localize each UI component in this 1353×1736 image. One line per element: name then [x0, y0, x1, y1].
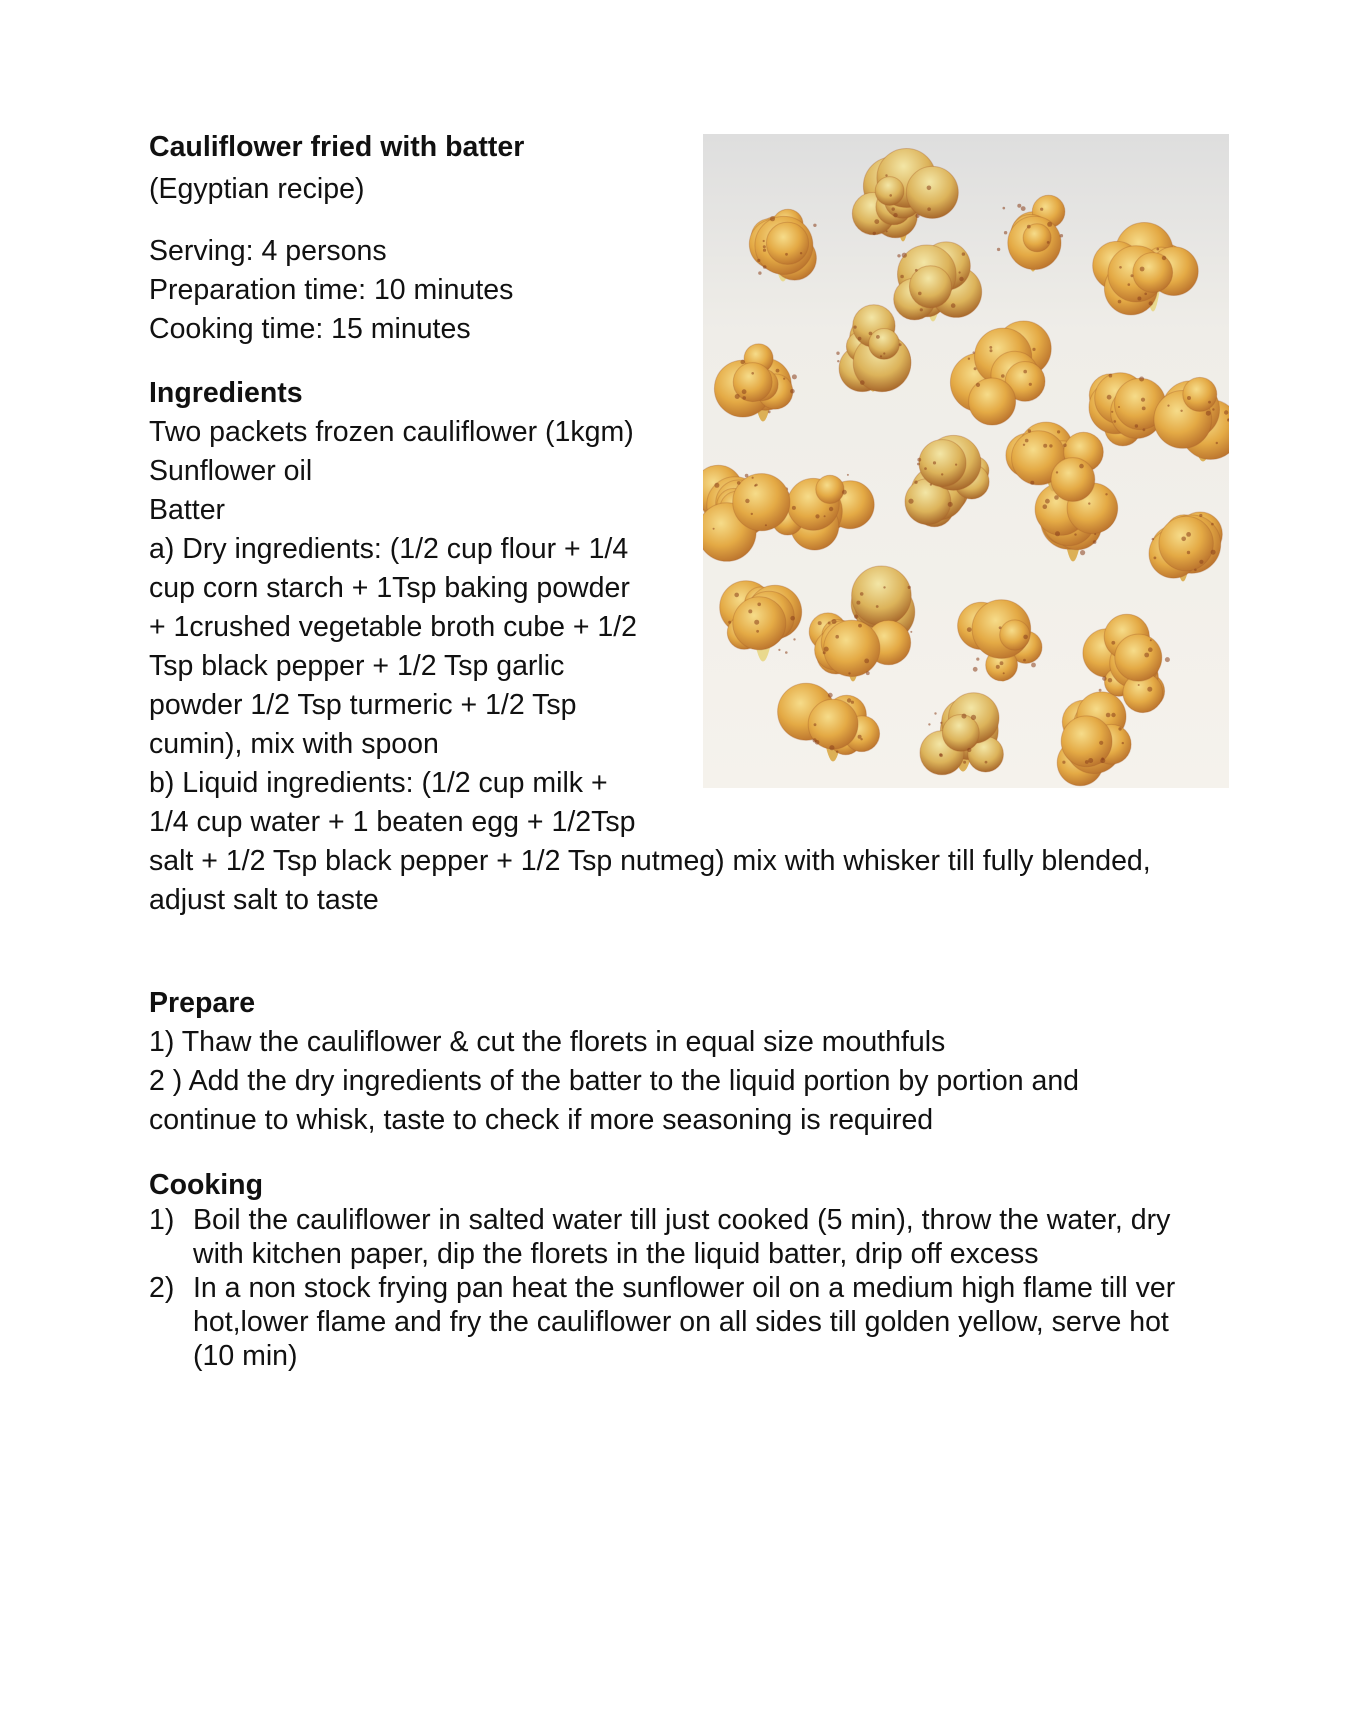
spice-speck [1138, 684, 1140, 686]
spice-speck [828, 622, 831, 625]
spice-speck [1105, 493, 1107, 495]
spice-speck [883, 352, 885, 354]
spice-speck [1180, 410, 1182, 412]
spice-speck [973, 667, 978, 672]
spice-speck [828, 693, 833, 698]
spice-speck [858, 337, 862, 341]
floret-bud [1051, 458, 1095, 502]
spice-speck [989, 346, 992, 349]
step-number: 2) [149, 1272, 175, 1304]
spice-speck [940, 722, 942, 724]
spice-speck [985, 761, 988, 764]
spice-speck [930, 484, 932, 486]
spice-speck [968, 358, 970, 360]
cooking-step [149, 1203, 1179, 1271]
spice-speck [765, 524, 767, 526]
prepare-line: 2 ) Add the dry ingredients of the batter to the liquid portion by portion and [149, 1065, 1080, 1097]
spice-speck [1106, 713, 1111, 718]
spice-speck [1043, 504, 1048, 509]
spice-speck [858, 735, 862, 739]
spice-speck [1032, 348, 1035, 351]
spice-speck [967, 627, 972, 632]
spice-speck [917, 463, 920, 466]
spice-speck [847, 474, 849, 476]
spice-speck [783, 378, 785, 380]
ingredient-line: adjust salt to taste [149, 884, 379, 916]
spice-speck [1023, 444, 1025, 446]
spice-speck [1088, 758, 1093, 763]
spice-speck [959, 277, 963, 281]
spice-speck [1025, 439, 1029, 443]
spice-speck [1157, 248, 1160, 251]
ingredient-line: Two packets frozen cauliflower (1kgm) [149, 416, 634, 448]
spice-speck [742, 396, 746, 400]
spice-speck [778, 649, 780, 651]
prepare-line: continue to whisk, taste to check if more seasoning is required [149, 1104, 934, 1136]
ingredient-line: + 1crushed vegetable broth cube + 1/2 [149, 611, 638, 643]
spice-speck [832, 619, 837, 624]
spice-speck [1023, 370, 1027, 374]
spice-speck [829, 745, 834, 750]
spice-speck [918, 292, 922, 296]
spice-speck [999, 626, 1002, 629]
spice-speck [1141, 398, 1145, 402]
spice-speck [785, 253, 788, 256]
spice-speck [897, 254, 900, 257]
spice-speck [1057, 430, 1060, 433]
spice-speck [1108, 678, 1112, 682]
spice-speck [1099, 689, 1102, 692]
spice-speck [1131, 274, 1134, 277]
spice-speck [1128, 283, 1131, 286]
floret-bud [766, 222, 808, 264]
spice-speck [889, 194, 892, 197]
ingredient-line: b) Liquid ingredients: (1/2 cup milk + [149, 767, 608, 799]
spice-speck [763, 245, 766, 248]
spice-speck [1027, 225, 1031, 229]
floret-bud [942, 715, 979, 752]
spice-speck [1045, 499, 1050, 504]
ingredient-line: Batter [149, 494, 226, 526]
spice-speck [1137, 297, 1141, 301]
spice-speck [1165, 657, 1170, 662]
spice-speck [880, 355, 882, 357]
floret-bud [869, 329, 900, 360]
spice-speck [951, 303, 956, 308]
spice-speck [962, 714, 967, 719]
floret-bud [1183, 377, 1217, 411]
spice-speck [976, 658, 979, 661]
spice-speck [728, 621, 731, 624]
spice-speck [1003, 207, 1006, 210]
spice-speck [934, 712, 936, 714]
spice-speck [829, 507, 833, 511]
spice-speck [1063, 444, 1067, 448]
spice-speck [763, 249, 766, 252]
spice-speck [928, 723, 930, 725]
floret-bud [1159, 516, 1213, 570]
step-number: 1) [149, 1204, 175, 1236]
spice-speck [851, 701, 854, 704]
spice-speck [1109, 374, 1113, 378]
cauliflower-illustration [703, 134, 1229, 788]
spice-speck [1107, 395, 1112, 400]
spice-speck [1049, 444, 1052, 447]
spice-speck [835, 635, 839, 639]
spice-speck [1111, 641, 1115, 645]
spice-speck [876, 605, 879, 608]
spice-speck [1181, 537, 1186, 542]
spice-speck [1074, 533, 1076, 535]
spice-speck [908, 499, 913, 504]
spice-speck [864, 659, 869, 664]
spice-speck [854, 615, 858, 619]
prepare-heading: Prepare [149, 987, 256, 1019]
spice-speck [990, 349, 993, 352]
spice-speck [869, 332, 873, 336]
spice-speck [1186, 532, 1191, 537]
spice-speck [1143, 428, 1146, 431]
spice-speck [1167, 405, 1169, 407]
cooking-step [149, 1271, 1179, 1373]
spice-speck [1060, 234, 1063, 237]
cook-time: Cooking time: 15 minutes [149, 313, 471, 345]
step-text: Boil the cauliflower in salted water till just cooked (5 min), throw the water, dry with kitchen paper, dip the florets in the liquid batter, drip off excess [193, 1204, 1171, 1270]
spice-speck [927, 207, 931, 211]
spice-speck [1211, 523, 1214, 526]
spice-speck [763, 265, 767, 269]
spice-speck [892, 207, 895, 210]
spice-speck [1139, 377, 1144, 382]
spice-speck [1187, 396, 1191, 400]
spice-speck [1043, 444, 1047, 448]
spice-speck [1111, 411, 1113, 413]
spice-speck [1001, 374, 1005, 378]
spice-speck [1030, 481, 1034, 485]
spice-speck [963, 761, 966, 764]
spice-speck [1224, 410, 1228, 414]
spice-speck [858, 624, 862, 628]
step-text: In a non stock frying pan heat the sunflower oil on a medium high flame till ver hot,lower flame and fry the cauliflower on all sides till golden yellow, serve hot (10 min) [193, 1272, 1176, 1372]
cooking-heading: Cooking [149, 1169, 263, 1201]
spice-speck [757, 603, 761, 607]
cooking-steps [149, 1203, 1179, 1373]
spice-speck [818, 621, 822, 625]
spice-speck [1000, 661, 1004, 665]
spice-speck [742, 389, 747, 394]
spice-speck [1021, 206, 1026, 211]
spice-speck [1152, 538, 1154, 540]
spice-speck [902, 253, 907, 258]
spice-speck [1187, 551, 1190, 554]
spice-speck [924, 467, 927, 470]
spice-speck [874, 219, 879, 224]
spice-speck [856, 601, 860, 605]
spice-speck [1031, 663, 1036, 668]
ingredient-line: cumin), mix with spoon [149, 728, 439, 760]
spice-speck [1079, 464, 1084, 469]
recipe-title: Cauliflower fried with batter [149, 131, 525, 163]
spice-speck [714, 483, 719, 488]
spice-speck [1114, 420, 1117, 423]
floret-bud [852, 566, 912, 626]
spice-speck [823, 651, 826, 654]
spice-speck [917, 458, 921, 462]
ingredient-line: cup corn starch + 1Tsp baking powder [149, 572, 630, 604]
spice-speck [1211, 550, 1216, 555]
spice-speck [754, 620, 759, 625]
spice-speck [745, 499, 749, 503]
spice-speck [860, 380, 865, 385]
spice-speck [915, 214, 919, 218]
spice-speck [813, 738, 817, 742]
spice-speck [824, 515, 826, 517]
spice-speck [734, 593, 739, 598]
spice-speck [847, 698, 851, 702]
spice-speck [967, 748, 971, 752]
spice-speck [755, 484, 758, 487]
spice-speck [756, 630, 759, 633]
spice-speck [1055, 531, 1060, 536]
serving-info: Serving: 4 persons [149, 235, 387, 267]
spice-speck [1088, 502, 1090, 504]
spice-speck [814, 723, 817, 726]
spice-speck [1199, 560, 1203, 564]
spice-speck [713, 528, 715, 530]
spice-speck [860, 592, 864, 596]
recipe-subtitle: (Egyptian recipe) [149, 173, 365, 205]
prepare-line: 1) Thaw the cauliflower & cut the florets in equal size mouthfuls [149, 1026, 946, 1058]
spice-speck [752, 477, 754, 479]
spice-speck [876, 335, 880, 339]
spice-speck [748, 609, 752, 613]
spice-speck [1101, 757, 1104, 760]
floret-bud [1115, 634, 1162, 681]
spice-speck [1040, 208, 1043, 211]
spice-speck [836, 352, 839, 355]
spice-speck [974, 367, 977, 370]
spice-speck [776, 369, 780, 373]
prep-time: Preparation time: 10 minutes [149, 274, 514, 306]
spice-speck [893, 213, 897, 217]
floret-bud [919, 440, 966, 487]
spice-speck [899, 343, 902, 346]
spice-speck [1147, 687, 1152, 692]
spice-speck [939, 754, 943, 758]
spice-speck [1122, 742, 1124, 744]
ingredient-line: powder 1/2 Tsp turmeric + 1/2 Tsp [149, 689, 577, 721]
spice-speck [741, 360, 745, 364]
spice-speck [1003, 672, 1005, 674]
ingredient-line: Sunflower oil [149, 455, 313, 487]
spice-speck [1140, 267, 1145, 272]
spice-speck [933, 461, 936, 464]
ingredient-line: salt + 1/2 Tsp black pepper + 1/2 Tsp nutmeg) mix with whisker till fully blended, [149, 845, 1151, 877]
spice-speck [996, 665, 1000, 669]
spice-speck [948, 502, 953, 507]
spice-speck [1118, 727, 1121, 730]
spice-speck [915, 269, 918, 272]
ingredients-heading: Ingredients [149, 377, 303, 409]
spice-speck [758, 271, 761, 274]
spice-speck [1154, 557, 1157, 560]
spice-speck [735, 394, 740, 399]
spice-speck [1150, 639, 1152, 641]
spice-speck [885, 174, 887, 176]
spice-speck [955, 464, 957, 466]
spice-speck [792, 506, 796, 510]
spice-speck [941, 473, 943, 475]
spice-speck [790, 389, 795, 394]
spice-speck [757, 259, 760, 262]
spice-speck [848, 672, 850, 674]
spice-speck [1144, 653, 1149, 658]
spice-speck [1118, 406, 1120, 408]
spice-speck [1162, 256, 1166, 260]
spice-speck [793, 638, 795, 640]
spice-speck [1135, 424, 1138, 427]
spice-speck [1119, 266, 1122, 269]
spice-speck [1056, 471, 1058, 473]
floret-bud [906, 166, 958, 218]
floret-bud [733, 474, 790, 531]
spice-speck [1111, 713, 1115, 717]
spice-speck [976, 383, 980, 387]
spice-speck [1144, 293, 1147, 296]
floret-bud [909, 266, 951, 308]
spice-speck [1029, 383, 1032, 386]
spice-speck [854, 326, 857, 329]
spice-speck [1142, 407, 1146, 411]
spice-speck [900, 275, 904, 279]
spice-speck [1023, 659, 1026, 662]
spice-speck [1093, 540, 1097, 544]
spice-speck [1047, 222, 1052, 227]
ingredient-line: Tsp black pepper + 1/2 Tsp garlic [149, 650, 565, 682]
spice-speck [908, 586, 911, 589]
spice-speck [837, 360, 839, 362]
spice-speck [751, 372, 754, 375]
spice-speck [920, 308, 923, 311]
spice-speck [1216, 442, 1218, 444]
spice-speck [971, 715, 976, 720]
spice-speck [962, 252, 965, 255]
spice-speck [836, 751, 838, 753]
spice-speck [886, 230, 888, 232]
spice-speck [813, 224, 816, 227]
spice-speck [1206, 411, 1211, 416]
spice-speck [790, 616, 795, 621]
spice-speck [824, 647, 829, 652]
spice-speck [751, 513, 753, 515]
spice-speck [1149, 301, 1153, 305]
spice-speck [1102, 676, 1106, 680]
floret-bud [1133, 253, 1173, 293]
floret-bud [875, 177, 904, 206]
spice-speck [1017, 204, 1021, 208]
spice-speck [737, 481, 741, 485]
floret-bud [969, 378, 1016, 425]
spice-speck [1194, 569, 1197, 572]
spice-speck [914, 481, 917, 484]
spice-speck [1148, 647, 1153, 652]
spice-speck [1118, 300, 1122, 304]
spice-speck [910, 631, 912, 633]
spice-speck [770, 216, 775, 221]
spice-speck [883, 586, 885, 588]
spice-speck [1028, 429, 1031, 432]
spice-speck [1023, 635, 1028, 640]
spice-speck [1004, 231, 1007, 234]
spice-speck [1199, 514, 1202, 517]
spice-speck [1047, 241, 1050, 244]
spice-speck [1099, 741, 1103, 745]
spice-speck [785, 651, 788, 654]
spice-speck [1094, 533, 1096, 535]
ingredient-line: 1/4 cup water + 1 beaten egg + 1/2Tsp [149, 806, 636, 838]
spice-speck [768, 411, 771, 414]
floret-bud [1023, 224, 1051, 252]
spice-speck [959, 271, 961, 273]
spice-speck [873, 232, 876, 235]
spice-speck [842, 490, 847, 495]
spice-speck [927, 186, 932, 191]
spice-speck [763, 240, 765, 242]
spice-speck [997, 248, 1000, 251]
spice-speck [792, 374, 797, 379]
spice-speck [1080, 550, 1085, 555]
ingredient-line: a) Dry ingredients: (1/2 cup flour + 1/4 [149, 533, 629, 565]
spice-speck [1062, 761, 1065, 764]
spice-speck [1085, 760, 1089, 764]
floret-bud [816, 475, 844, 503]
spice-speck [800, 252, 802, 254]
fried-cauliflower-photo [703, 134, 1229, 788]
spice-speck [1212, 408, 1214, 410]
spice-speck [866, 671, 870, 675]
spice-speck [1208, 401, 1211, 404]
spice-speck [745, 474, 749, 478]
spice-speck [973, 351, 975, 353]
spice-speck [815, 514, 819, 518]
floret-bud [824, 620, 880, 676]
